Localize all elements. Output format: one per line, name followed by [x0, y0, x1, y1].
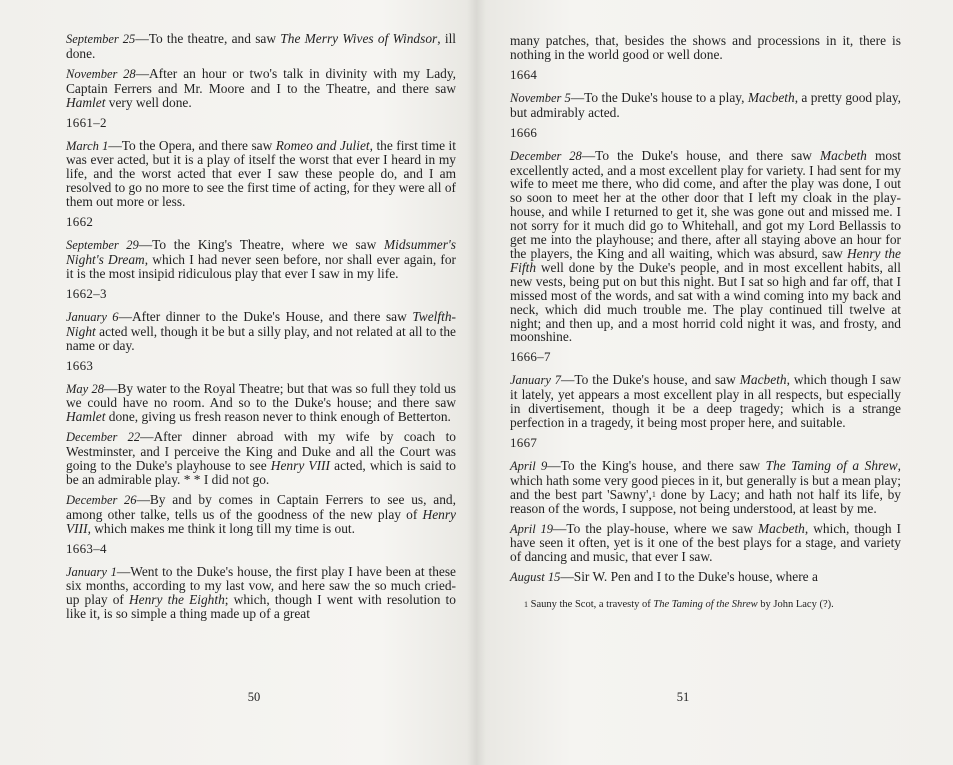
entry-text: —By water to the Royal Theatre; but that was so full they told us we could have no room. And so to the Duke's house; and there saw	[66, 380, 456, 411]
play-title: The Merry Wives of Windsor	[280, 31, 438, 46]
entry-date: April 9	[510, 458, 548, 473]
diary-entry	[66, 430, 456, 487]
entry-text: , a pretty good play, but admirably acted.	[510, 89, 902, 120]
entry-date: May 28	[66, 381, 105, 396]
entry-date: December 26	[66, 492, 137, 507]
entry-text: ; which, though I went with resolution to like it, is so simple a thing made up of a great	[66, 592, 456, 622]
diary-entry	[510, 522, 901, 565]
entry-date: August 15	[510, 570, 561, 585]
play-title: Macbeth	[820, 147, 867, 163]
entry-date: December 28	[510, 148, 582, 163]
diary-entry	[66, 32, 456, 61]
year-heading: 1662	[66, 214, 94, 230]
play-title: Henry the Eighth	[129, 592, 225, 608]
entry-text: —To the King's house, and there saw	[547, 457, 766, 473]
play-title: Henry VIII	[270, 458, 330, 474]
left-page	[0, 0, 476, 765]
entry-date: December 22	[66, 430, 141, 445]
entry-text: —To the Duke's house, and saw	[560, 372, 740, 388]
entry-text: —To the King's Theatre, where we saw	[138, 237, 384, 253]
entry-date: November 5	[510, 90, 571, 105]
entry-date: March 1	[66, 138, 109, 153]
footnote-text: Sauny the Scot, a travesty of	[530, 599, 654, 611]
entry-date: January 1	[66, 564, 117, 579]
entry-text: , the first time it was ever acted, but it is a play of itself the worst that ever I heard in my life, and the worst acted that ever I saw these people do, and I am resolved to go no more to see the first time of acting, for they were all of them out more or less.	[66, 137, 456, 210]
entry-text: —To the play-house, where we saw	[553, 520, 759, 536]
play-title: Macbeth	[758, 520, 805, 536]
entry-text: acted, which is said to be an admirable play. * * I did not go.	[66, 458, 456, 487]
entry-date: January 6	[66, 309, 119, 324]
entry-text: , ill done.	[66, 31, 457, 61]
footnote-mark: 1	[524, 600, 528, 610]
play-title: Twelfth-Night	[66, 308, 456, 339]
play-title: Romeo and Juliet	[275, 137, 370, 153]
entry-text: , which, though I have seen it often, yet is it one of the best plays for a stage, and variety of dancing and music, that ever I saw.	[510, 520, 902, 565]
diary-entry	[66, 493, 456, 536]
year-heading: 1663–4	[66, 540, 107, 556]
play-title: Henry the Fifth	[510, 245, 902, 275]
diary-entry	[66, 382, 456, 425]
entry-text: —After an hour or two's talk in divinity with my Lady, Captain Ferrers and Mr. Moore and I to the Theatre, and there saw	[66, 65, 457, 96]
entry-text: acted well, though it be but a silly play, and not related at all to the name or day.	[66, 323, 456, 353]
page-number: 51	[676, 690, 690, 704]
diary-entry	[66, 238, 456, 281]
play-title: Henry VIII	[66, 506, 456, 536]
diary-entry	[510, 459, 901, 516]
diary-entry	[510, 149, 901, 345]
entry-text: , which though I saw it lately, yet appears a most excellent play in all respects, but especially in divertisement, though it be a deep tragedy; which is a strange perfection in a tragedy, it being most proper here, and suitable.	[510, 372, 902, 431]
entry-text: well done by the Duke's people, and in most excellent habits, all new vests, being put on but this night. But I sat so high and far off, that I missed most of the words, and sat with a wind coming into my back and neck, which did much trouble me. The play continued till twelve at night; and then up, and a most horrid cold night it was, and frosty, and moonshine.	[510, 259, 901, 345]
entry-date: September 29	[66, 238, 139, 253]
entry-text: , which hath some very good pieces in it, but generally is but a mean play; and the best part 'Sawny',	[510, 457, 901, 502]
year-heading: 1663	[66, 357, 94, 373]
entry-date: April 19	[510, 521, 553, 536]
entry-date: January 7	[510, 373, 561, 388]
play-title: Hamlet	[66, 409, 106, 425]
entry-text: very well done.	[105, 94, 192, 110]
entry-text: —After dinner to the Duke's House, and there saw	[118, 308, 413, 324]
diary-entry	[66, 310, 456, 353]
entry-text: —By and by comes in Captain Ferrers to see us, and, among other talke, tells us of the goodness of the new play of	[66, 491, 456, 522]
entry-text: done, giving us fresh reason never to think enough of Betterton.	[105, 409, 451, 425]
year-heading: 1662–3	[66, 285, 107, 301]
diary-entry	[510, 570, 901, 585]
play-title: The Taming of a Shrew	[765, 457, 898, 473]
entry-text: , which makes me think it long till my time is out.	[87, 520, 355, 536]
diary-entry	[66, 565, 456, 622]
play-title: Macbeth	[739, 372, 787, 388]
play-title: The Taming of the Shrew	[653, 599, 758, 611]
diary-entry	[510, 91, 901, 120]
year-heading: 1667	[510, 434, 538, 450]
play-title: Hamlet	[66, 94, 106, 110]
year-heading: 1666	[510, 124, 538, 140]
entry-date: November 28	[66, 66, 136, 81]
entry-text: —To the Opera, and there saw	[108, 137, 276, 153]
entry-text: done by Lacy; and hath not half its life, by reason of the words, I suppose, not being understood, at least by me.	[510, 486, 901, 516]
entry-text: —To the theatre, and saw	[135, 31, 281, 46]
footnote	[510, 599, 901, 611]
entry-text: —Sir W. Pen and I to the Duke's house, where a	[560, 569, 818, 585]
footnote-text: by John Lacy (?).	[757, 599, 834, 611]
play-title: Macbeth	[747, 89, 795, 105]
entry-text: —To the Duke's house to a play,	[570, 89, 748, 105]
entry-text: —Went to the Duke's house, the first play I have been at these six months, according to my last vow, and here saw the so much cried-up play of	[66, 563, 456, 608]
page-number: 50	[247, 690, 261, 704]
diary-entry	[66, 67, 456, 110]
diary-entry-continued: many patches, that, besides the shows and processions in it, there is nothing in the world good or well done.	[510, 33, 901, 62]
entry-date: September 25	[66, 32, 136, 46]
diary-entry	[510, 373, 901, 430]
play-title: Midsummer's Night's Dream	[66, 237, 456, 267]
entry-text: —After dinner abroad with my wife by coach to Westminster, and I perceive the King and Duke and all the Court was going to the Duke's playhouse to see	[66, 429, 456, 474]
diary-entry	[66, 139, 456, 210]
year-heading: 1664	[510, 66, 538, 82]
footnote-reference: 1	[651, 489, 656, 499]
entry-text: , which I had never seen before, nor shall ever again, for it is the most insipid ridiculous play that ever I saw in my life.	[66, 251, 456, 281]
entry-text: —To the Duke's house, and there saw	[581, 147, 821, 163]
year-heading: 1661–2	[66, 114, 107, 130]
right-page	[477, 0, 953, 765]
entry-text: most excellently acted, and a most excellent play for variety. I had sent for my wife to meet me there, who did come, and after the play was done, I out so soon to meet her at the other door that I left my cloak in the play-house, and while I returned to get it, she was gone out and missed me. I not sorry for it much did go to Whitehall, and got my Lord Bellassis to get me into the playhouse; and there, after all staying above an hour for the players, the King and all waiting, which was absurd, saw	[510, 147, 902, 261]
year-heading: 1666–7	[510, 349, 551, 365]
